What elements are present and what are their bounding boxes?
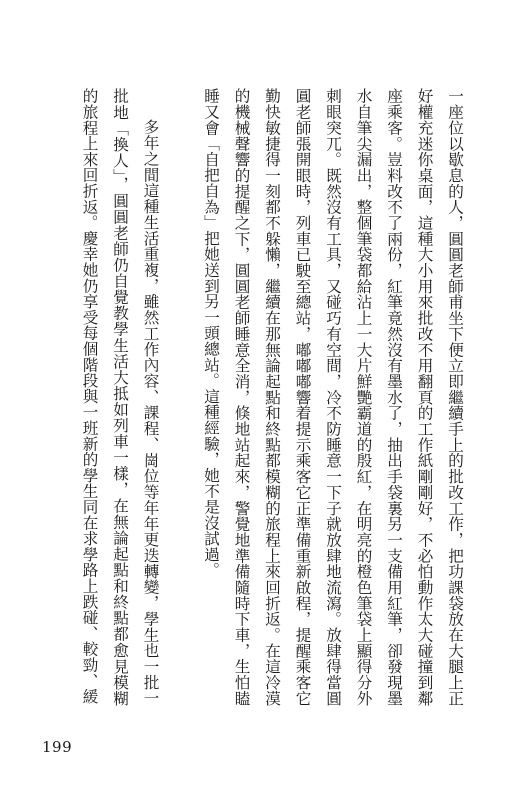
vertical-text-body: [74, 88, 470, 706]
paragraph-2: 多年之間這種生活重複，雖然工作內容、課程、崗位等年年更迭轉變，學生也一批一批地「換人」，圓圓老師仍自覺教學生活大抵如列車一樣，在無論起點和終點都愈見模糊的旅程上來回折返。慶幸她仍享受每個階段與一班新的學生同在求學路上跌碰、較勁、緩: [80, 88, 160, 706]
paragraph-gap: [166, 88, 196, 706]
paragraph-1: 一座位以歇息的人，圓圓老師甫坐下便立即繼續手上的批改工作，把功課袋放在大腿上正好權充迷你桌面，這種大小用來批改不用翻頁的工作紙剛剛好，不必怕動作太大碰撞到鄰座乘客。豈料改不了兩份，紅筆竟然沒有墨水了，抽出手袋裏另一支備用紅筆，卻發現墨水自筆尖漏出，整個筆袋都給沾上一大片鮮艷霸道的殷紅，在明亮的橙色筆袋上顯得分外刺眼突兀。既然沒有工具，又碰巧有空間，冷不防睡意一下子就放肆地流瀉。放肆得當圓圓老師張開眼時，列車已駛至總站，嘟嘟嘟響着提示乘客它正準備重新啟程，提醒乘客它勤快敏捷得一刻都不躲懶，繼續在那無論起點和終點都模糊的旅程上來回折返。在這冷漠的機械聲響的提醒之下，圓圓老師睡意全消，倏地站起來，警覺地準備隨時下車，生怕瞌睡又會「自把自為」把她送到另一頭總站。這種經驗，她不是沒試過。: [202, 88, 464, 706]
page-number: 199: [42, 738, 73, 756]
